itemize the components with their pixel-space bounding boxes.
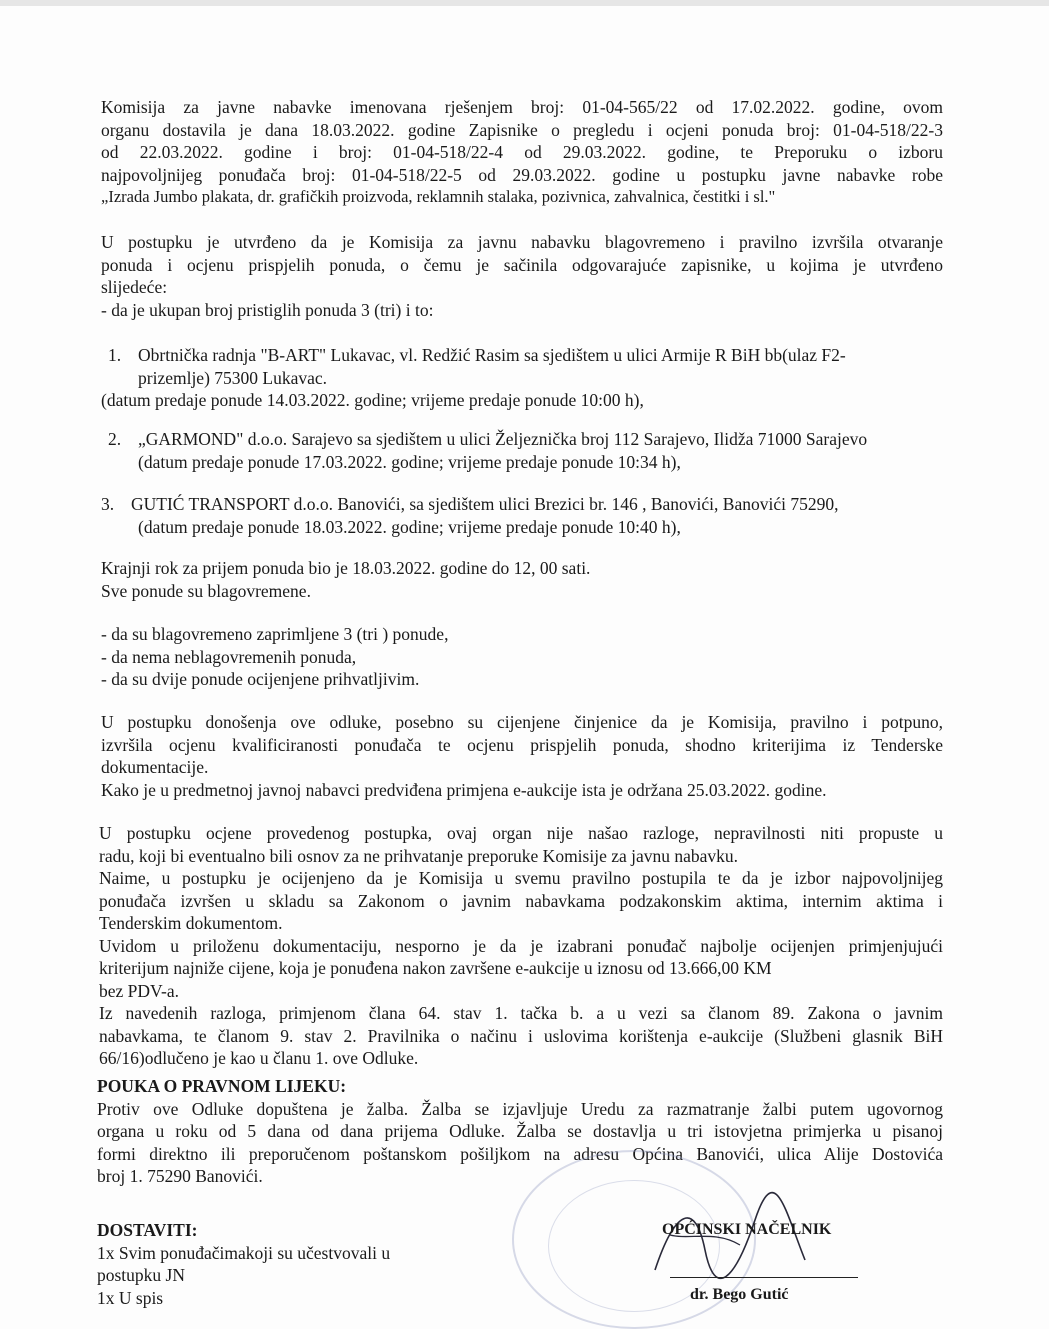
signatory-name: dr. Bego Gutić [690, 1286, 789, 1303]
offer-number: 2. [108, 429, 122, 449]
procedure-line: ponuda i ocjenu prispjelih ponuda, o čemu je sačinila odgovarajuće zapisnike, u kojima je utvrđeno [101, 254, 943, 275]
offer-date-1: (datum predaje ponude 14.03.2022. godine; vrijeme predaje ponude 10:00 h), [101, 390, 644, 410]
delivery-line: 1x U spis [97, 1287, 164, 1308]
deadline-line: Krajnji rok za prijem ponuda bio je 18.03.2022. godine do 12, 00 sati. [101, 558, 591, 578]
evaluation-line: Uvidom u priloženu dokumentaciju, nesporno je da je izabrani ponuđač najbolje ocijenjen primjenjujući [99, 935, 943, 956]
procedure-paragraph [101, 231, 943, 321]
offer-item-2 [108, 428, 944, 473]
evaluation-line: nabavkama, te članom 9. stav 2. Pravilnika o načinu i uslovima korištenja e-aukcije (Službeni glasnik BiH [99, 1025, 943, 1046]
intro-line: najpovoljnijeg ponuđača broj: 01-04-518/22-5 od 29.03.2022. godine u postupku javne nabavke robe [101, 164, 943, 185]
evaluation-line: bez PDV-a. [99, 980, 180, 1001]
remedy-line: organa u roku od 5 dana od dana prijema Odluke. Žalba se dostavlja u tri istovjetna primjerka u pisanoj [97, 1121, 943, 1141]
legal-remedy-heading: POUKA O PRAVNOM LIJEKU: [97, 1076, 347, 1096]
procedure-line: U postupku je utvrđeno da je Komisija za javnu nabavku blagovremeno i pravilno izvršila otvaranje [101, 232, 943, 252]
offer-text: GUTIĆ TRANSPORT d.o.o. Banovići, sa sjedištem ulici Brezici br. 146 , Banovići, Banovići 75290, [131, 494, 839, 514]
finding-item: - da nema neblagovremenih ponuda, [101, 646, 357, 667]
evaluation-line: U postupku ocjene provedenog postupka, ovaj organ nije našao razloge, nepravilnosti niti propuste u [99, 823, 943, 843]
signature-title: OPĆINSKI NAČELNIK [662, 1221, 832, 1238]
legal-remedy-section [97, 1075, 943, 1188]
delivery-line: 1x Svim ponuđačimakoji su učestvovali u [97, 1242, 391, 1263]
offer-date: (datum predaje ponude 17.03.2022. godine; vrijeme predaje ponude 10:34 h), [138, 451, 681, 472]
evaluation-line: Naime, u postupku je ocijenjeno da je Komisija u svemu pravilno postupila te da je izbor najpovoljnijeg [99, 868, 943, 888]
procedure-line: - da je ukupan broj pristiglih ponuda 3 (tri) i to: [101, 299, 434, 320]
delivery-heading: DOSTAVITI: [97, 1220, 198, 1240]
signature-line [670, 1277, 858, 1278]
intro-paragraph [101, 96, 943, 209]
delivery-section [97, 1219, 497, 1309]
decision-line: dokumentacije. [101, 757, 209, 777]
findings-list [101, 623, 943, 691]
offer-item-1 [108, 344, 944, 389]
evaluation-line: ponuđača izvršen u skladu sa Zakonom o javnim nabavkama podzakonskim aktima, internim aktima i [99, 890, 943, 911]
evaluation-line: Iz navedenih razloga, primjenom člana 64. stav 1. tačka b. a u vezi sa članom 89. Zakona o javnim [99, 1003, 943, 1023]
delivery-line: postupku JN [97, 1265, 185, 1285]
remedy-line: Protiv ove Odluke dopuštena je žalba. Žalba se izjavljuje Uredu za razmatranje žalbi putem ugovornog [97, 1098, 943, 1119]
remedy-line: broj 1. 75290 Banovići. [97, 1166, 263, 1186]
offer-number: 1. [108, 345, 122, 365]
offer-number: 3. [101, 494, 115, 514]
top-border [0, 0, 1049, 6]
remedy-line: formi direktno ili preporučenom poštanskom pošiljkom na adresu Općina Banovići, ulica Alije Dostovića [97, 1143, 943, 1164]
decision-line: izvršila ocjenu kvalificiranosti ponuđača te ocjenu prispjelih ponuda, shodno kriterijima iz Tenderske [101, 734, 943, 755]
evaluation-paragraph [99, 822, 943, 1070]
offer-item-3 [101, 493, 943, 538]
decision-line: U postupku donošenja ove odluke, posebno su cijenjene činjenice da je Komisija, pravilno i potpuno, [101, 712, 943, 732]
intro-line: organu dostavila je dana 18.03.2022. godine Zapisnike o pregledu i ocjeni ponuda broj: 01-04-518/22-3 [101, 119, 943, 140]
offer-text: prizemlje) 75300 Lukavac. [138, 367, 328, 388]
deadline-line: Sve ponude su blagovremene. [101, 580, 311, 601]
decision-paragraph [101, 711, 943, 801]
evaluation-line: kriterijum najniže cijene, koja je ponuđena nakon završene e-aukcije u iznosu od 13.666,00 KM [99, 958, 772, 978]
finding-item: - da su blagovremeno zaprimljene 3 (tri ) ponude, [101, 624, 449, 644]
intro-line: Komisija za javne nabavke imenovana rješenjem broj: 01-04-565/22 od 17.02.2022. godine, ovom [101, 97, 943, 117]
evaluation-line: 66/16)odlučeno je kao u članu 1. ove Odluke. [99, 1048, 419, 1068]
decision-line: Kako je u predmetnoj javnoj nabavci predviđena primjena e-aukcije ista je održana 25.03.2022. godine. [101, 779, 827, 800]
procedure-line: slijedeće: [101, 277, 168, 297]
evaluation-line: radu, koji bi eventualno bili osnov za ne prihvatanje preporuke Komisije za javnu nabavku. [99, 845, 739, 866]
deadline-paragraph [101, 557, 943, 602]
offer-date: (datum predaje ponude 18.03.2022. godine; vrijeme predaje ponude 10:40 h), [138, 516, 681, 537]
offer-text: „GARMOND" d.o.o. Sarajevo sa sjedištem u ulici Željeznička broj 112 Sarajevo, Ilidža 71000 Sarajevo [138, 429, 868, 449]
evaluation-line: Tenderskim dokumentom. [99, 913, 283, 933]
intro-line: od 22.03.2022. godine i broj: 01-04-518/22-4 od 29.03.2022. godine, te Preporuku o izboru [101, 142, 943, 162]
finding-item: - da su dvije ponude ocijenjene prihvatljivim. [101, 669, 420, 689]
offer-text: Obrtnička radnja "B-ART" Lukavac, vl. Redžić Rasim sa sjedištem u ulici Armije R BiH bb(ulaz F2- [138, 345, 846, 365]
intro-line: „Izrada Jumbo plakata, dr. grafičkih proizvoda, reklamnih stalaka, pozivnica, zahvalnica, čestitki i sl." [101, 187, 776, 206]
